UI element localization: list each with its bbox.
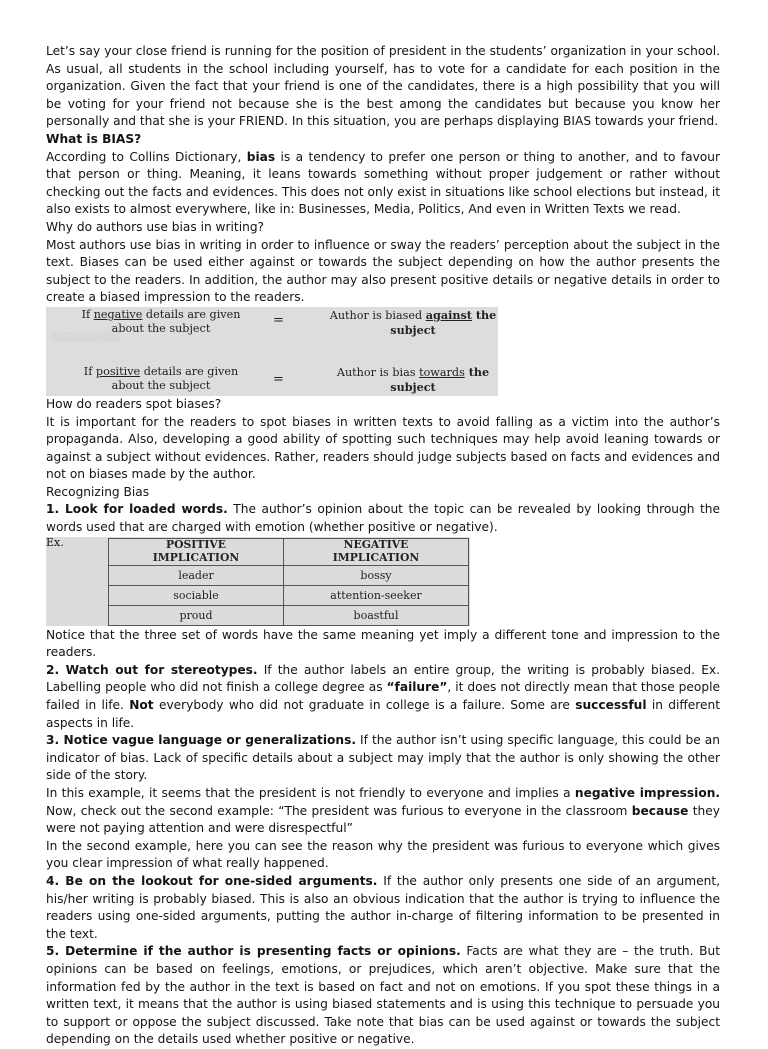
definition-text: According to Collins Dictionary,	[46, 149, 247, 164]
negative-word: negative	[93, 307, 143, 321]
text: the	[471, 307, 497, 322]
item-4-paragraph	[46, 873, 720, 943]
text: Author is bias	[336, 365, 420, 379]
text: If	[83, 364, 96, 378]
item-4-text: If the author only presents one side of an argument, his/her writing is probably biased. This is also an obvious indication that the author is trying to influence the readers using one-sided arguments, putting the author in-charge of filtering information to be presented in the text.	[46, 873, 721, 941]
biased-towards-label	[318, 365, 508, 395]
positive-word: positive	[95, 364, 141, 378]
item-3-example-paragraph	[46, 785, 720, 838]
notice-paragraph: Notice that the three set of words have the same meaning yet imply a different tone and impression to the readers.	[46, 627, 720, 660]
what-is-bias-heading: What is BIAS?	[46, 131, 142, 146]
text: about the subject	[111, 378, 211, 392]
text: the	[464, 364, 490, 379]
text: In this example, it seems that the president is not friendly to everyone and implies a	[46, 786, 575, 800]
item-3-second-example: In the second example, here you can see the reason why the president was furious to everyone which gives you clear impression of what really happened.	[46, 838, 720, 871]
header-text: IMPLICATION	[332, 550, 420, 564]
item-5-title: 5. Determine if the author is presenting facts or opinions.	[46, 944, 461, 959]
negative-impression-word: negative impression.	[574, 786, 720, 800]
header-text: IMPLICATION	[152, 550, 240, 564]
bias-direction-figure	[46, 307, 498, 396]
table-cell: leader	[109, 565, 284, 585]
not-word: Not	[129, 698, 154, 713]
text: Now, check out the second example: “The president was furious to everyone in the classroom	[46, 803, 632, 818]
faint-watermark: ░░░░░░░░░░	[52, 332, 122, 343]
loaded-words-example	[46, 537, 720, 627]
header-text: NEGATIVE	[343, 538, 409, 552]
table-cell: proud	[109, 605, 284, 625]
item-2-title: 2. Watch out for stereotypes.	[46, 662, 258, 677]
why-paragraph: Most authors use bias in writing in order to influence or sway the readers’ perception about the subject in the text. Biases can be used either against or towards the subject depending on how the author presents the subject to the readers. In addition, the author may also present positive details or negative details in order to create a biased impression to the readers.	[46, 237, 720, 305]
text: subject	[390, 322, 436, 337]
text: details are given	[140, 364, 239, 378]
recognizing-heading: Recognizing Bias	[46, 484, 150, 499]
equals-sign: =	[273, 312, 284, 328]
item-1-text: The author’s opinion about the topic can be revealed by looking through the words used that are charged with emotion (whether positive or negative).	[46, 502, 720, 535]
item-1-title: 1. Look for loaded words.	[46, 502, 228, 517]
intro-paragraph: Let’s say your close friend is running for the position of president in the students’ organization in your school. As usual, all students in the school including yourself, has to vote for a candidate for each position in the organization. Given the fact that your friend is one of the candidates, there is a high possibility that you will be voting for your friend not because she is the best among the candidates but because you know her personally and that she is your FRIEND. In this situation, you are perhaps displaying BIAS towards your friend.	[46, 44, 720, 129]
against-word: against	[425, 307, 472, 322]
text: in different aspects in life.	[46, 698, 720, 730]
item-1-paragraph	[46, 501, 720, 536]
item-5-paragraph	[46, 943, 720, 1049]
document-page	[46, 43, 720, 1049]
equals-sign: =	[273, 371, 284, 387]
text: everybody who did not graduate in college is a failure. Some are	[153, 698, 576, 713]
table-row	[109, 565, 469, 585]
table-cell: boastful	[284, 605, 469, 625]
text: they were not paying attention and were disrespectful”	[46, 803, 720, 836]
spot-paragraph: It is important for the readers to spot biases in written texts to avoid falling as a victim into the author’s propaganda. Also, developing a good ability of spotting such techniques may help avoid leaning towards or against a subject without evidences. Rather, readers should judge subjects based on facts and evidences and not on biases made by the author.	[46, 414, 720, 482]
because-word: because	[631, 803, 689, 818]
item-3-title: 3. Notice vague language or generalizations.	[46, 733, 356, 748]
successful-word: successful	[575, 698, 647, 713]
biased-against-label	[318, 308, 508, 338]
towards-word: towards	[419, 365, 465, 379]
text: details are given	[142, 307, 241, 321]
why-heading: Why do authors use bias in writing?	[46, 219, 265, 234]
failure-word: “failure”	[386, 680, 448, 695]
header-text: POSITIVE	[165, 538, 227, 552]
table-cell: bossy	[284, 565, 469, 585]
positive-implication-header	[109, 538, 284, 565]
text: subject	[390, 379, 436, 394]
text: Author is biased	[329, 308, 426, 322]
item-3-paragraph	[46, 732, 720, 785]
table-header-row	[109, 538, 469, 565]
table-cell: attention-seeker	[284, 585, 469, 605]
example-label: Ex.	[46, 535, 64, 549]
item-5-text: Facts are what they are – the truth. But opinions can be based on feelings, emotions, or prejudices, which aren’t objective. Make sure that the information fed by the author in the text is based on fact and not on emotions. If you spot these things in a written text, it means that the author is using biased statements and is using this technique to persuade you to support or oppose the subject discussed. Take note that bias can be used against or towards the subject depending on the details used whether positive or negative.	[46, 944, 720, 1047]
loaded-words-table	[108, 538, 469, 626]
text: , it does not directly mean that those people failed in life.	[46, 680, 720, 713]
item-4-title: 4. Be on the lookout for one-sided arguments.	[46, 873, 378, 888]
bias-term: bias	[246, 149, 276, 164]
negative-implication-header	[284, 538, 469, 565]
definition-paragraph	[46, 149, 720, 219]
definition-text-cont: is a tendency to prefer one person or thing to another, and to favour that person or thing. Meaning, it leans towards something without proper judgement or rather without checking out the facts and evidences. This does not only exist in situations like school elections but instead, it also exists to almost everywhere, like in: Businesses, Media, Politics, And even in Written Texts we read.	[46, 149, 720, 217]
item-3-text: If the author isn’t using specific language, this could be an indicator of bias. Lack of specific details about a subject may imply that the author is only showing the other side of the story.	[46, 733, 720, 783]
text: If	[81, 307, 94, 321]
spot-heading: How do readers spot biases?	[46, 396, 222, 411]
item-2-paragraph	[46, 662, 720, 732]
table-cell: sociable	[109, 585, 284, 605]
positive-details-label	[46, 365, 276, 393]
text: If the author labels an entire group, the writing is probably biased. Ex. Labelling people who did not finish a college degree as	[46, 662, 720, 695]
table-row	[109, 585, 469, 605]
text: about the subject	[111, 321, 211, 335]
negative-details-label	[46, 308, 276, 336]
table-row	[109, 605, 469, 625]
